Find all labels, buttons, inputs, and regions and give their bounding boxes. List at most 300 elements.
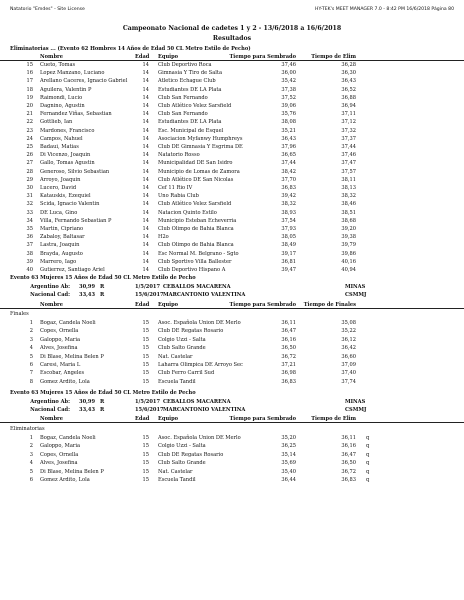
swimmer-name: Copes, Ornella [40, 328, 79, 335]
col-final: Tiempo de Elim [311, 416, 356, 422]
seed-time: 38,05 [281, 234, 296, 241]
place: 29 [26, 176, 33, 183]
team-name: Club Ferro Carril Sud [158, 370, 215, 377]
team-name: Natacion Quinto Estilo [158, 209, 217, 216]
age: 14 [142, 234, 149, 241]
place: 15 [26, 62, 33, 68]
age: 14 [142, 176, 149, 183]
result-row [0, 192, 464, 200]
result-time: 36,72 [341, 468, 356, 475]
col-final: Tiempo de Finales [303, 302, 356, 308]
result-time: 39,86 [341, 250, 356, 257]
age: 14 [142, 217, 149, 224]
col-age: Edad [135, 302, 150, 308]
place: 30 [26, 185, 33, 191]
swimmer-name: Alves, Josefina [40, 460, 78, 467]
seed-time: 37,38 [281, 86, 296, 93]
place: 2 [29, 328, 33, 335]
place: 8 [29, 378, 33, 385]
record-date: 15/6/2017 [135, 407, 164, 413]
team-name: Club Salto Grande [158, 345, 206, 352]
place: 1 [29, 435, 33, 441]
team-name: Club San Fernando [158, 94, 208, 101]
age: 15 [142, 477, 149, 483]
result-row [0, 184, 464, 192]
place: 1 [29, 320, 33, 326]
result-row [0, 434, 464, 442]
swimmer-name: Marrero, Iago [40, 258, 77, 265]
record-club: MINAS [345, 284, 366, 290]
result-time: 37,44 [341, 144, 356, 150]
swimmer-name: Galoppo, Maria [40, 443, 80, 450]
swimmer-name: Arellano Caceres, Ignacio Gabriel [40, 78, 128, 85]
seed-time: 36,47 [281, 328, 296, 335]
age: 15 [142, 353, 149, 360]
age: 14 [142, 111, 149, 118]
age: 15 [142, 435, 149, 441]
record-row [0, 398, 464, 406]
result-row [0, 241, 464, 249]
result-row [0, 135, 464, 143]
result-row [0, 102, 464, 110]
result-time: 36,60 [341, 353, 356, 360]
col-seed: Tiempo para Sembrado [229, 54, 296, 60]
col-age: Edad [135, 54, 150, 60]
result-time: 37,47 [341, 160, 356, 167]
team-name: Asoc. Española Union DE Merlo [158, 320, 241, 326]
age: 14 [142, 193, 149, 200]
seed-time: 36,83 [281, 378, 296, 385]
seed-time: 35,14 [281, 451, 296, 458]
col-name: Nombre [40, 302, 63, 308]
result-row [0, 209, 464, 217]
team-name: Nat. Castelar [158, 468, 193, 475]
seed-time: 36,98 [281, 370, 296, 377]
place: 28 [26, 168, 33, 175]
result-time: 39,38 [341, 234, 356, 241]
event62-title: Eliminatorias ... (Evento 62 Hombres 14 Años de Edad 50 CL Metro Estilo de Pecho) [10, 46, 251, 52]
col-seed: Tiempo para Sembrado [229, 302, 296, 308]
age: 14 [142, 160, 149, 167]
result-time: 38,46 [341, 201, 356, 208]
result-time: 36,52 [341, 86, 356, 93]
result-row [0, 353, 464, 361]
age: 15 [142, 451, 149, 458]
result-row [0, 69, 464, 77]
result-row [0, 200, 464, 208]
seed-time: 35,69 [281, 460, 296, 467]
seed-time: 37,96 [281, 144, 296, 150]
seed-time: 36,83 [281, 185, 296, 191]
result-row [0, 369, 464, 377]
age: 14 [142, 144, 149, 150]
age: 14 [142, 185, 149, 191]
team-name: Club DE Regatas Rosario [158, 328, 224, 335]
place: 19 [26, 94, 33, 101]
age: 15 [142, 345, 149, 352]
age: 15 [142, 336, 149, 343]
team-name: Gimnasia Y Tiro de Salta [158, 70, 223, 77]
team-name: Club Atlético Velez Sarsfield [158, 103, 232, 109]
swimmer-name: Villa, Fernando Sebastian P [40, 217, 112, 224]
result-row [0, 110, 464, 118]
record-time: 33,43 [79, 292, 95, 298]
result-time: 37,09 [341, 362, 356, 368]
result-row [0, 127, 464, 135]
place: 34 [26, 217, 33, 224]
record-label: Nacional Cad: [30, 292, 70, 298]
seed-time: 36,50 [281, 345, 296, 352]
team-name: Uno Rabia Club [158, 193, 199, 200]
team-name: Asoc. Española Union DE Merlo [158, 435, 241, 441]
place: 25 [26, 144, 33, 150]
age: 14 [142, 135, 149, 142]
team-name: Club Sportivo Villa Ballester [158, 258, 232, 265]
seed-time: 39,47 [281, 267, 296, 273]
team-name: Estudiantes DE LA Plata [158, 86, 222, 93]
result-row [0, 151, 464, 159]
record-time: 30,99 [79, 284, 95, 290]
seed-time: 36,65 [281, 152, 296, 159]
place: 5 [29, 468, 33, 475]
result-time: 36,43 [341, 78, 356, 85]
result-time: 38,13 [341, 185, 356, 191]
place: 6 [29, 477, 33, 483]
team-name: Club Deportivo Hispano A [158, 267, 226, 273]
age: 14 [142, 209, 149, 216]
swimmer-name: Scida, Ignacio Valentin [40, 201, 100, 208]
team-name: Natatorio Rosso [158, 152, 200, 159]
record-club: CSMMJ [345, 407, 367, 413]
record-row [0, 406, 464, 414]
age: 14 [142, 103, 149, 109]
result-time: 38,68 [341, 217, 356, 224]
seed-time: 36,00 [281, 70, 296, 77]
result-time: 39,20 [341, 226, 356, 232]
result-row [0, 468, 464, 476]
result-row [0, 258, 464, 266]
record-time: 33,43 [79, 407, 95, 413]
result-time: 36,11 [341, 435, 356, 441]
result-time: 36,50 [341, 460, 356, 467]
result-time: 40,94 [341, 267, 356, 273]
age: 14 [142, 267, 149, 273]
event63a-round: Finales [10, 311, 29, 317]
team-name: Escuela Tandil [158, 477, 196, 483]
swimmer-name: Gallo, Tomas Agustin [40, 160, 95, 167]
event62-column-header [0, 53, 464, 61]
place: 7 [29, 370, 33, 377]
record-club: MINAS [345, 399, 366, 405]
place: 17 [26, 78, 33, 85]
event63a-column-header [0, 301, 464, 309]
place: 23 [26, 127, 33, 134]
result-row [0, 327, 464, 335]
place: 26 [26, 152, 33, 159]
seed-time: 37,44 [281, 160, 296, 167]
place: 18 [26, 86, 33, 93]
swimmer-name: Lopez Manzano, Luciano [40, 70, 105, 77]
team-name: Club Olimpo de Bahia Blanca [158, 242, 234, 249]
result-time: 37,46 [341, 152, 356, 159]
seed-time: 35,20 [281, 435, 296, 441]
result-row [0, 176, 464, 184]
seed-time: 35,42 [281, 78, 296, 85]
qualifier-mark: q [366, 435, 370, 441]
team-name: Club DE Regatas Rosario [158, 451, 224, 458]
swimmer-name: Gottlieb, Ian [40, 119, 73, 126]
team-name: Club Deportivo Roca [158, 62, 212, 68]
result-row [0, 118, 464, 126]
age: 15 [142, 443, 149, 450]
seed-time: 35,40 [281, 468, 296, 475]
place: 21 [26, 111, 33, 118]
result-time: 36,16 [341, 443, 356, 450]
result-time: 37,57 [341, 168, 356, 175]
place: 35 [26, 226, 33, 232]
swimmer-name: Gutierrez, Santiago Ariel [40, 267, 105, 273]
place: 24 [26, 135, 33, 142]
team-name: Atletico Echague Club [158, 78, 216, 85]
result-row [0, 225, 464, 233]
place: 32 [26, 201, 33, 208]
record-label: Nacional Cad: [30, 407, 70, 413]
result-time: 36,30 [341, 70, 356, 77]
event63b-title: Evento 63 Mujeres 15 Años de Edad 50 CL Metro Estilo de Pecho [10, 390, 196, 396]
team-name: Colgio Uzzi - Salta [158, 443, 206, 450]
age: 14 [142, 94, 149, 101]
place: 6 [29, 362, 33, 368]
record-date: 1/5/2017 [135, 399, 160, 405]
swimmer-name: Galoppo, Maria [40, 336, 80, 343]
place: 3 [29, 451, 33, 458]
event63b-round: Eliminatorias [10, 426, 45, 432]
result-time: 37,40 [341, 370, 356, 377]
seed-time: 38,08 [281, 119, 296, 126]
record-date: 1/5/2017 [135, 284, 160, 290]
swimmer-name: Di Blase, Melina Belen P [40, 468, 104, 475]
age: 14 [142, 127, 149, 134]
swimmer-name: Caresi, Maria L [40, 362, 81, 368]
team-name: Club San Fernando [158, 111, 208, 118]
swimmer-name: DE Luca, Gino [40, 209, 78, 216]
age: 15 [142, 460, 149, 467]
team-name: Club Olimpo de Bahia Blanca [158, 226, 234, 232]
age: 14 [142, 168, 149, 175]
team-name: Municipio Esteban Echeverria [158, 217, 237, 224]
qualifier-mark: q [366, 451, 370, 458]
age: 14 [142, 258, 149, 265]
result-time: 36,47 [341, 451, 356, 458]
team-name: Club Atlético DE San Nicolas [158, 176, 234, 183]
result-time: 36,42 [341, 345, 356, 352]
team-name: Municipio de Lomas de Zamora [158, 168, 240, 175]
result-row [0, 61, 464, 69]
record-time: 30,99 [79, 399, 95, 405]
record-label: Argentino Ab: [30, 284, 70, 290]
col-seed: Tiempo para Sembrado [229, 416, 296, 422]
result-time: 37,37 [341, 135, 356, 142]
team-name: Esc. Municipal de Esquel [158, 127, 224, 134]
swimmer-name: Bogaz, Candela Noeli [40, 320, 96, 326]
seed-time: 36,11 [281, 320, 296, 326]
result-row [0, 319, 464, 327]
seed-time: 36,16 [281, 336, 296, 343]
meet-title: Campeonato Nacional de cadetes 1 y 2 - 13/6/2018 a 16/6/2018 [122, 25, 342, 32]
record-row [0, 283, 464, 291]
result-time: 38,51 [341, 209, 356, 216]
seed-time: 39,17 [281, 250, 296, 257]
age: 14 [142, 250, 149, 257]
seed-time: 37,46 [281, 62, 296, 68]
place: 37 [26, 242, 33, 249]
place: 22 [26, 119, 33, 126]
age: 15 [142, 328, 149, 335]
result-row [0, 476, 464, 484]
swimmer-name: Escobar, Angeles [40, 370, 85, 377]
result-time: 35,22 [341, 328, 356, 335]
age: 14 [142, 242, 149, 249]
result-row [0, 266, 464, 274]
swimmer-name: Cueto, Tomas [40, 62, 76, 68]
team-name: Colgio Uzzi - Salta [158, 336, 206, 343]
col-final: Tiempo de Elim [311, 54, 356, 60]
result-time: 39,79 [341, 242, 356, 249]
place: 16 [26, 70, 33, 77]
seed-time: 38,32 [281, 201, 296, 208]
age: 14 [142, 201, 149, 208]
record-label: Argentino Ab: [30, 399, 70, 405]
qualifier-mark: q [366, 468, 370, 475]
place: 33 [26, 209, 33, 216]
team-name: Escuela Tandil [158, 378, 196, 385]
age: 15 [142, 320, 149, 326]
results-subtitle: Resultados [212, 35, 252, 42]
result-time: 37,74 [341, 378, 356, 385]
result-row [0, 250, 464, 258]
result-time: 37,11 [341, 111, 356, 118]
col-team: Equipo [158, 416, 179, 422]
record-row [0, 291, 464, 299]
swimmer-name: Generoso, Silvio Sebastian [40, 168, 110, 175]
age: 14 [142, 62, 149, 68]
swimmer-name: Gomez Ardito, Lola [40, 378, 90, 385]
seed-time: 37,54 [281, 217, 296, 224]
swimmer-name: Gomez Ardito, Lola [40, 477, 90, 483]
result-time: 38,32 [341, 193, 356, 200]
swimmer-name: Lucero, David [40, 185, 77, 191]
result-row [0, 378, 464, 386]
record-club: CSMMJ [345, 292, 367, 298]
age: 15 [142, 378, 149, 385]
record-holder: MARCANTONIO VALENTINA [163, 292, 246, 298]
qualifier-mark: q [366, 477, 370, 483]
swimmer-name: Di Blase, Melina Belen P [40, 353, 104, 360]
swimmer-name: Zabaloy, Baltasar [40, 234, 85, 241]
swimmer-name: Fernandez Viñas, Sebastian [40, 111, 112, 118]
team-name: Asociacion Myfanwy Humphreys [158, 135, 243, 142]
team-name: Municipalidad DE San Isidro [158, 160, 233, 167]
seed-time: 36,25 [281, 443, 296, 450]
swimmer-name: Di Vicenzo, Joaquin [40, 152, 91, 159]
seed-time: 37,93 [281, 226, 296, 232]
age: 14 [142, 86, 149, 93]
swimmer-name: Arroyo, Joaquin [40, 176, 81, 183]
swimmer-name: Brayda, Augusto [40, 250, 83, 257]
qualifier-mark: q [366, 460, 370, 467]
result-time: 38,11 [341, 176, 356, 183]
software-stamp: HY-TEK's MEET MANAGER 7.0 - 8:42 PM 16/6/2018 Página 80 [314, 7, 454, 12]
place: 20 [26, 103, 33, 109]
col-age: Edad [135, 416, 150, 422]
place: 38 [26, 250, 33, 257]
result-row [0, 344, 464, 352]
team-name: Esc Normal M. Belgrano - Sgto [158, 250, 239, 257]
team-name: H2o [158, 234, 169, 241]
record-date: 15/6/2017 [135, 292, 164, 298]
place: 31 [26, 193, 33, 200]
result-row [0, 143, 464, 151]
seed-time: 37,21 [281, 362, 296, 368]
result-row [0, 442, 464, 450]
age: 14 [142, 119, 149, 126]
age: 15 [142, 362, 149, 368]
record-flag: R [100, 284, 105, 290]
qualifier-mark: q [366, 443, 370, 450]
swimmer-name: Dagnino, Agustin [40, 103, 85, 109]
place: 39 [26, 258, 33, 265]
result-row [0, 94, 464, 102]
place: 2 [29, 443, 33, 450]
result-time: 36,88 [341, 94, 356, 101]
result-time: 36,28 [341, 62, 356, 68]
team-name: Club DE Gimnasia Y Esgrima DE [158, 144, 243, 150]
seed-time: 35,21 [281, 127, 296, 134]
swimmer-name: Katauskis, Ezequiel [40, 193, 91, 200]
age: 15 [142, 468, 149, 475]
swimmer-name: Raimondi, Lucio [40, 94, 83, 101]
col-name: Nombre [40, 54, 63, 60]
result-time: 35,08 [341, 320, 356, 326]
swimmer-name: Badaui, Matias [40, 144, 79, 150]
record-holder: CEBALLOS MACARENA [163, 399, 231, 405]
age: 14 [142, 152, 149, 159]
seed-time: 37,70 [281, 176, 296, 183]
seed-time: 36,72 [281, 353, 296, 360]
seed-time: 39,42 [281, 193, 296, 200]
result-row [0, 451, 464, 459]
swimmer-name: Aguilera, Valentin P [40, 86, 92, 93]
result-time: 36,94 [341, 103, 356, 109]
seed-time: 36,44 [281, 477, 296, 483]
team-name: Club Salto Grande [158, 460, 206, 467]
seed-time: 36,81 [281, 258, 296, 265]
result-row [0, 217, 464, 225]
swimmer-name: Copes, Ornella [40, 451, 79, 458]
swimmer-name: Lastra, Joaquin [40, 242, 80, 249]
place: 4 [29, 460, 33, 467]
team-name: Cef 11 Rio IV [158, 185, 193, 191]
event63a-title: Evento 63 Mujeres 15 Años de Edad 50 CL Metro Estilo de Pecho [10, 275, 196, 281]
team-name: Nat. Castelar [158, 353, 193, 360]
col-team: Equipo [158, 302, 179, 308]
swimmer-name: Martin, Cipriano [40, 226, 84, 232]
col-name: Nombre [40, 416, 63, 422]
swimmer-name: Alves, Josefina [40, 345, 78, 352]
record-flag: R [100, 399, 105, 405]
result-time: 37,12 [341, 119, 356, 126]
seed-time: 35,76 [281, 111, 296, 118]
